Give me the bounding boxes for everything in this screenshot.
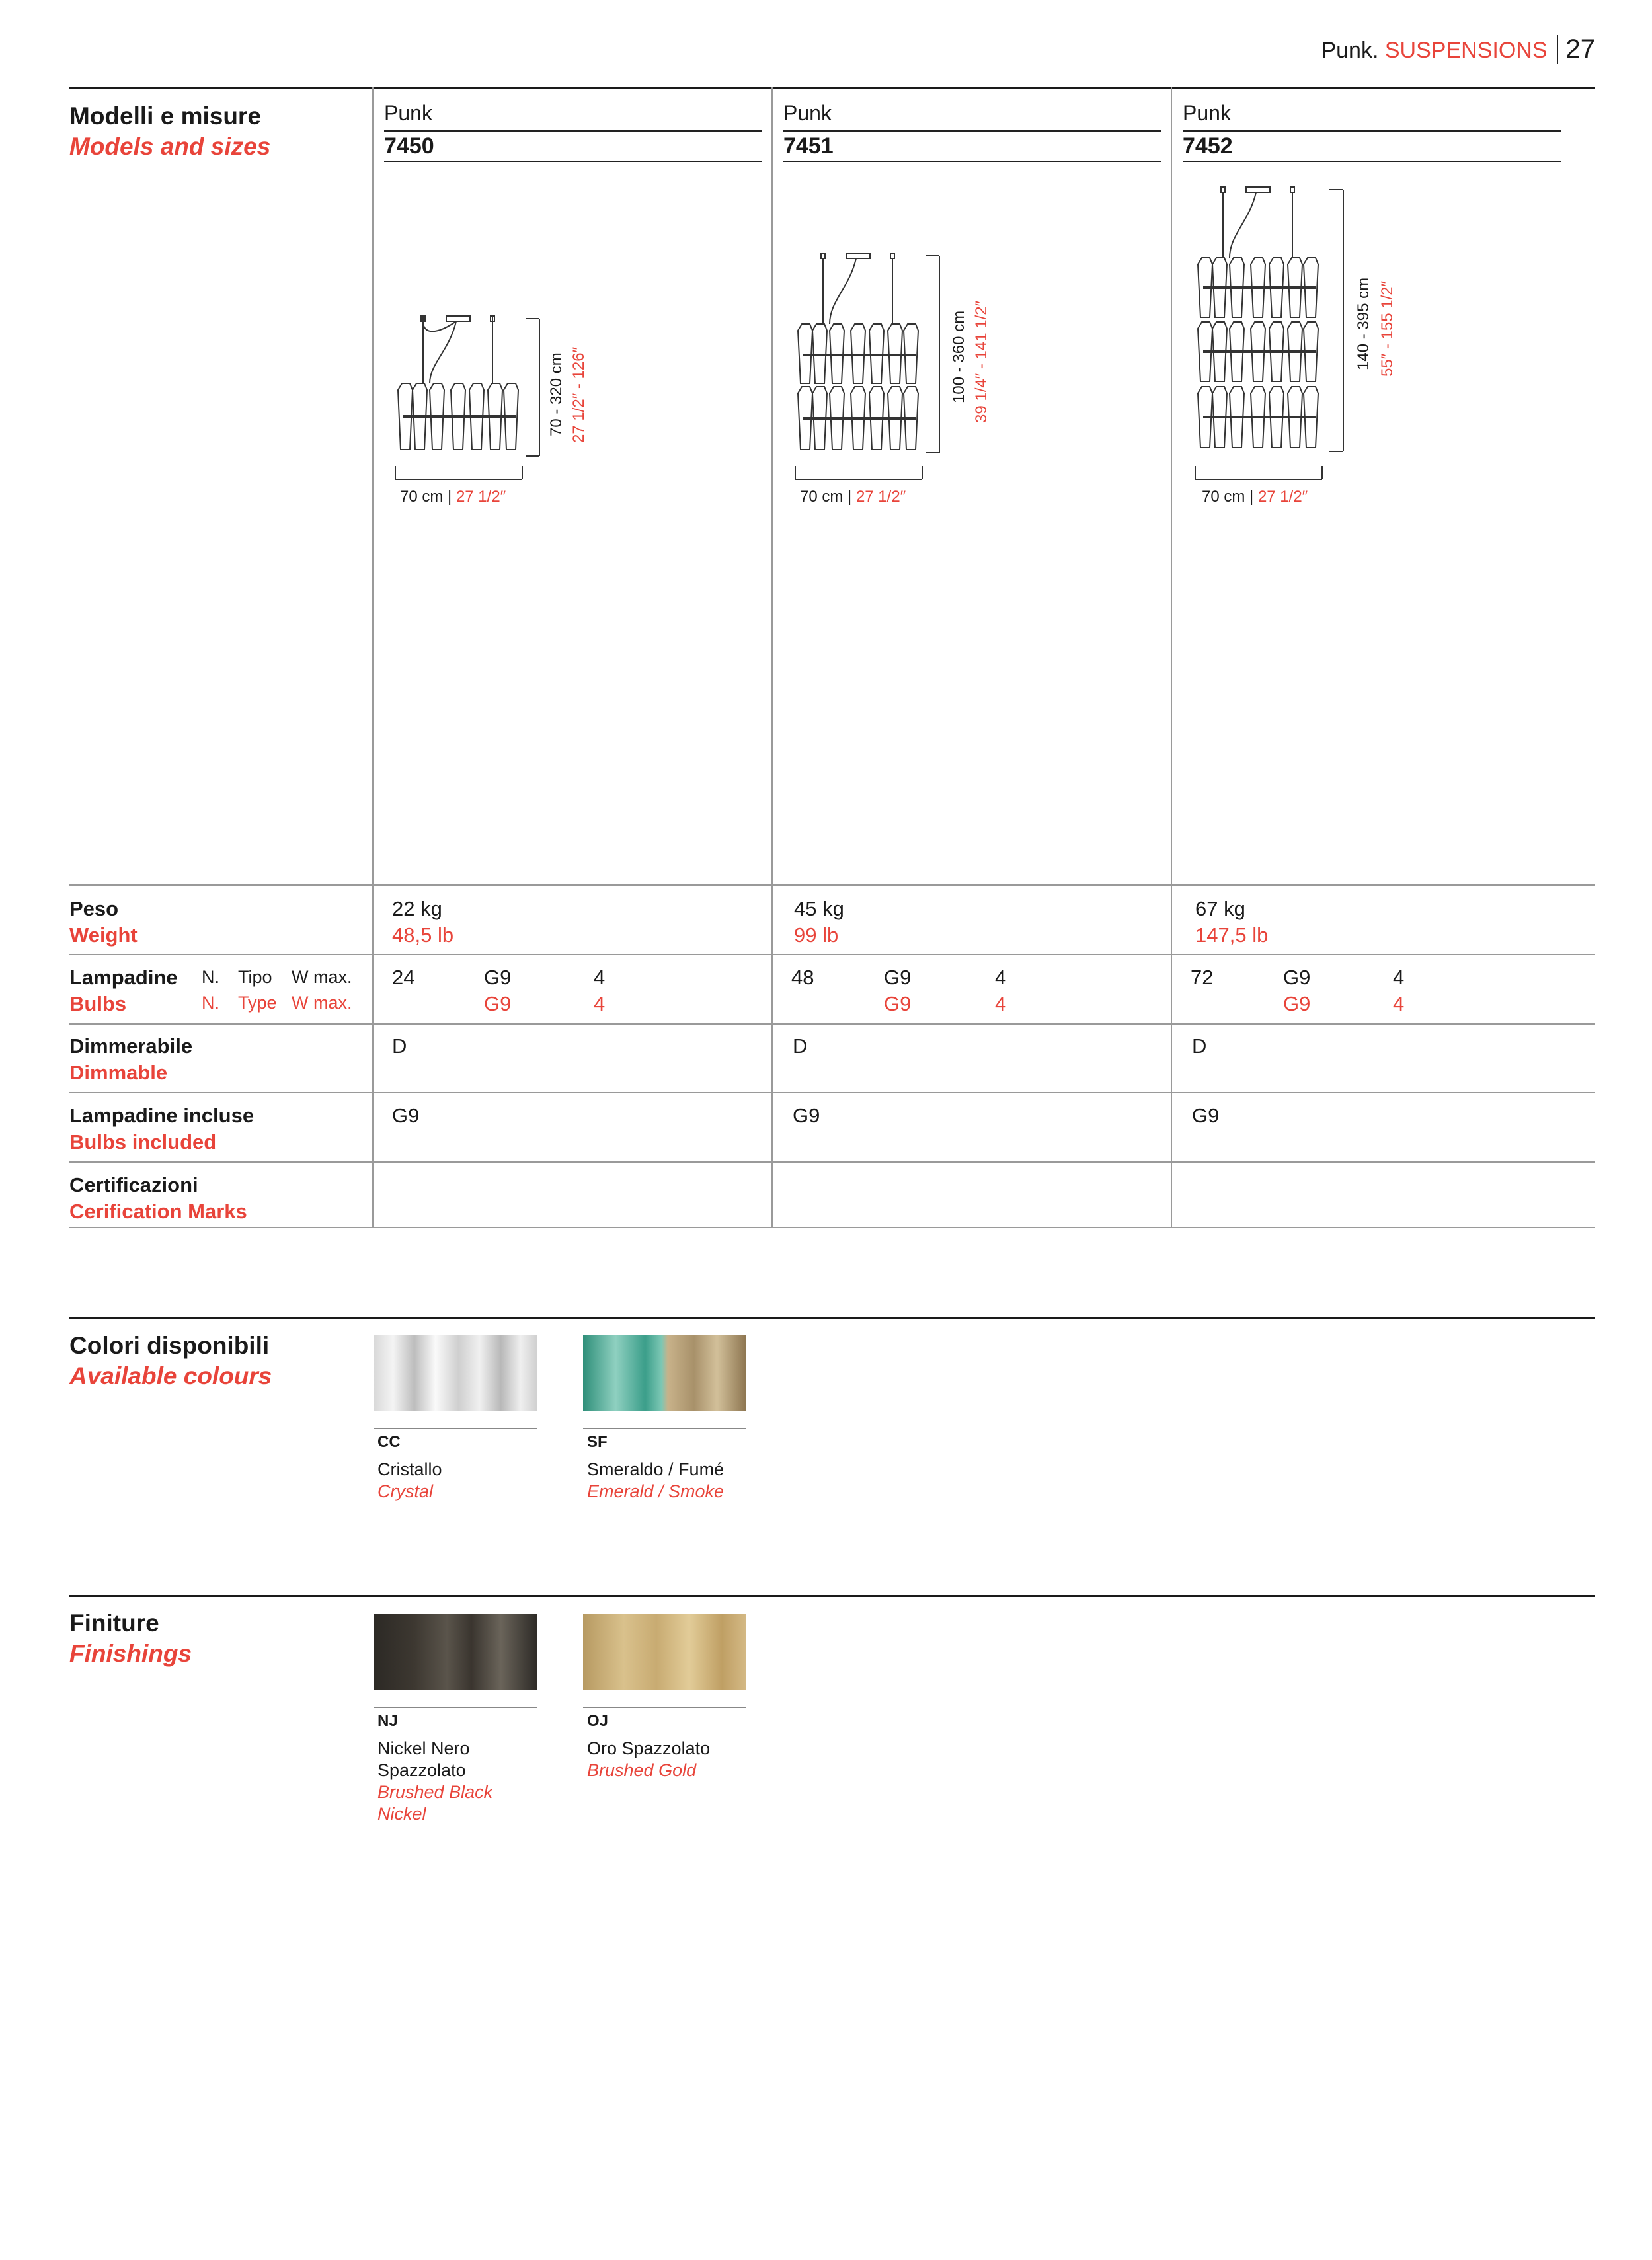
column-divider-2 bbox=[771, 87, 773, 1227]
bulbs-type-7450 bbox=[484, 964, 511, 1017]
bulb-type-en: G9 bbox=[1283, 992, 1311, 1015]
width-label-7452 bbox=[1202, 488, 1308, 506]
bulb-w-en: 4 bbox=[1393, 992, 1405, 1015]
dimmable-value-7451: D bbox=[793, 1034, 808, 1058]
height-in-7450: 27 1/2″ - 126″ bbox=[570, 346, 588, 443]
height-cm-7451: 100 - 360 cm bbox=[950, 310, 968, 403]
page-header bbox=[1321, 34, 1595, 64]
width-cm: 70 cm bbox=[400, 488, 444, 506]
dimmable-label bbox=[69, 1033, 192, 1086]
weight-lb: 99 lb bbox=[794, 923, 839, 947]
swatch-rule bbox=[583, 1707, 746, 1708]
bulb-type: G9 bbox=[1283, 966, 1311, 989]
bulbs-included-label-en: Bulbs included bbox=[69, 1130, 217, 1153]
lamp-drawing-7451 bbox=[790, 248, 949, 489]
finishings-section-title bbox=[69, 1608, 192, 1669]
model-family: Punk bbox=[1183, 101, 1231, 125]
swatch-code-sf: SF bbox=[587, 1433, 608, 1451]
weight-kg: 22 kg bbox=[392, 897, 442, 920]
width-label-7450 bbox=[400, 488, 506, 506]
bulbs-sub-w: W max. bbox=[292, 967, 352, 987]
swatch-name-it: Spazzolato bbox=[377, 1760, 466, 1780]
bulbs-included-7451: G9 bbox=[793, 1104, 820, 1127]
weight-lb: 147,5 lb bbox=[1195, 923, 1269, 947]
bulbs-w-7452 bbox=[1393, 964, 1404, 1017]
models-title-it: Modelli e misure bbox=[69, 102, 261, 130]
bulbs-included-label bbox=[69, 1103, 254, 1155]
weight-kg: 45 kg bbox=[794, 897, 844, 920]
swatch-name-en: Crystal bbox=[377, 1481, 434, 1501]
bulbs-included-7450: G9 bbox=[392, 1104, 420, 1127]
width-in: 27 1/2″ bbox=[855, 488, 906, 506]
swatch-name-it: Oro Spazzolato bbox=[587, 1738, 711, 1758]
model-family: Punk bbox=[783, 101, 832, 125]
finishings-title-it: Finiture bbox=[69, 1610, 159, 1637]
colours-top-rule bbox=[69, 1317, 1595, 1319]
finishings-title-en: Finishings bbox=[69, 1640, 192, 1667]
spec-rule bbox=[69, 1092, 1595, 1093]
swatch-emerald-smoke bbox=[583, 1335, 746, 1411]
dim-separator: | bbox=[448, 488, 452, 506]
spec-rule bbox=[69, 884, 1595, 886]
swatch-name-cc bbox=[377, 1459, 442, 1502]
swatch-name-en: Brushed Gold bbox=[587, 1760, 697, 1780]
height-in-7452: 55″ - 155 1/2″ bbox=[1378, 280, 1396, 377]
model-code: 7450 bbox=[384, 134, 434, 159]
bulbs-sub-n-en: N. bbox=[202, 993, 219, 1013]
bulbs-sub-n: N. bbox=[202, 967, 219, 987]
weight-value-7451 bbox=[794, 896, 844, 949]
dim-separator: | bbox=[847, 488, 852, 506]
model-header-7451 bbox=[783, 100, 1161, 162]
model-code: 7451 bbox=[783, 134, 834, 159]
header-separator bbox=[1557, 35, 1558, 64]
dimmable-value-7452: D bbox=[1192, 1034, 1207, 1058]
swatch-name-oj bbox=[587, 1738, 710, 1781]
swatch-code-oj: OJ bbox=[587, 1712, 609, 1730]
finishings-top-rule bbox=[69, 1595, 1595, 1597]
spec-rule bbox=[69, 954, 1595, 955]
spec-rule bbox=[69, 1161, 1595, 1163]
model-code: 7452 bbox=[1183, 134, 1233, 159]
swatch-brushed-black-nickel bbox=[374, 1614, 537, 1690]
lamp-drawing-7450 bbox=[390, 311, 549, 489]
weight-value-7452 bbox=[1195, 896, 1268, 949]
bulb-type: G9 bbox=[884, 966, 912, 989]
spec-rule bbox=[69, 1023, 1595, 1025]
model-header-rule bbox=[783, 161, 1161, 162]
height-cm-7450: 70 - 320 cm bbox=[547, 352, 565, 436]
bulbs-included-7452: G9 bbox=[1192, 1104, 1220, 1127]
model-header-7450 bbox=[384, 100, 762, 162]
model-family: Punk bbox=[384, 101, 432, 125]
bulb-w-en: 4 bbox=[594, 992, 606, 1015]
models-top-rule bbox=[69, 87, 1595, 89]
swatch-name-en: Nickel bbox=[377, 1804, 426, 1824]
certifications-label bbox=[69, 1172, 247, 1225]
bulb-type-en: G9 bbox=[484, 992, 512, 1015]
weight-label bbox=[69, 896, 138, 949]
bulbs-label bbox=[69, 964, 178, 1017]
swatch-name-it: Nickel Nero bbox=[377, 1738, 470, 1758]
colours-title-it: Colori disponibili bbox=[69, 1332, 270, 1359]
swatch-name-nj bbox=[377, 1738, 492, 1825]
swatch-rule bbox=[374, 1707, 537, 1708]
header-family: Punk. bbox=[1321, 38, 1379, 63]
bulbs-sub-type-en: Type bbox=[238, 993, 277, 1013]
bulbs-n-7452: 72 bbox=[1191, 966, 1214, 989]
certifications-label-en: Cerification Marks bbox=[69, 1200, 247, 1223]
bulbs-label-it: Lampadine bbox=[69, 966, 178, 989]
swatch-name-en: Emerald / Smoke bbox=[587, 1481, 725, 1501]
swatch-crystal bbox=[374, 1335, 537, 1411]
width-cm: 70 cm bbox=[1202, 488, 1245, 506]
model-header-rule bbox=[1183, 161, 1561, 162]
weight-lb: 48,5 lb bbox=[392, 923, 454, 947]
swatch-brushed-gold bbox=[583, 1614, 746, 1690]
weight-value-7450 bbox=[392, 896, 453, 949]
column-divider-3 bbox=[1171, 87, 1172, 1227]
height-cm-7452: 140 - 395 cm bbox=[1355, 277, 1372, 370]
bulbs-included-label-it: Lampadine incluse bbox=[69, 1104, 255, 1127]
bulb-type-en: G9 bbox=[884, 992, 912, 1015]
certifications-label-it: Certificazioni bbox=[69, 1173, 198, 1196]
width-in: 27 1/2″ bbox=[455, 488, 506, 506]
weight-label-en: Weight bbox=[69, 923, 138, 947]
swatch-rule bbox=[583, 1428, 746, 1429]
swatch-name-it: Cristallo bbox=[377, 1460, 442, 1479]
bulbs-w-7450 bbox=[594, 964, 605, 1017]
model-header-7452 bbox=[1183, 100, 1561, 162]
dimmable-value-7450: D bbox=[392, 1034, 407, 1058]
bulbs-w-7451 bbox=[995, 964, 1006, 1017]
swatch-code-nj: NJ bbox=[377, 1712, 398, 1730]
bulbs-label-en: Bulbs bbox=[69, 992, 127, 1015]
bulb-w-en: 4 bbox=[995, 992, 1007, 1015]
dimmable-label-it: Dimmerabile bbox=[69, 1034, 193, 1058]
bulbs-sub-type: Tipo bbox=[238, 967, 272, 987]
colours-title-en: Available colours bbox=[69, 1362, 272, 1389]
weight-label-it: Peso bbox=[69, 897, 119, 920]
dim-separator: | bbox=[1249, 488, 1254, 506]
bulbs-n-7450: 24 bbox=[392, 966, 415, 989]
page-number: 27 bbox=[1565, 34, 1595, 63]
weight-kg: 67 kg bbox=[1195, 897, 1245, 920]
swatch-rule bbox=[374, 1428, 537, 1429]
swatch-name-sf bbox=[587, 1459, 724, 1502]
bulb-w: 4 bbox=[995, 966, 1007, 989]
bulbs-type-7452 bbox=[1283, 964, 1310, 1017]
bulbs-n-7451: 48 bbox=[791, 966, 814, 989]
bulb-w: 4 bbox=[1393, 966, 1405, 989]
models-title-en: Models and sizes bbox=[69, 133, 271, 160]
colours-section-title bbox=[69, 1331, 272, 1391]
model-header-rule bbox=[384, 161, 762, 162]
spec-bottom-rule bbox=[69, 1227, 1595, 1228]
bulb-type: G9 bbox=[484, 966, 512, 989]
bulbs-type-7451 bbox=[884, 964, 911, 1017]
swatch-name-it: Smeraldo / Fumé bbox=[587, 1460, 725, 1479]
width-label-7451 bbox=[800, 488, 906, 506]
bulb-w: 4 bbox=[594, 966, 606, 989]
width-in: 27 1/2″ bbox=[1257, 488, 1308, 506]
swatch-code-cc: CC bbox=[377, 1433, 401, 1451]
header-category: SUSPENSIONS bbox=[1384, 38, 1548, 63]
dimmable-label-en: Dimmable bbox=[69, 1061, 168, 1084]
column-divider-1 bbox=[372, 87, 374, 1227]
bulbs-sub-w-en: W max. bbox=[292, 993, 352, 1013]
height-in-7451: 39 1/4″ - 141 1/2″ bbox=[972, 300, 990, 423]
lamp-drawing-7452 bbox=[1190, 182, 1355, 489]
models-section-title bbox=[69, 101, 270, 162]
width-cm: 70 cm bbox=[800, 488, 844, 506]
swatch-name-en: Brushed Black bbox=[377, 1782, 493, 1802]
